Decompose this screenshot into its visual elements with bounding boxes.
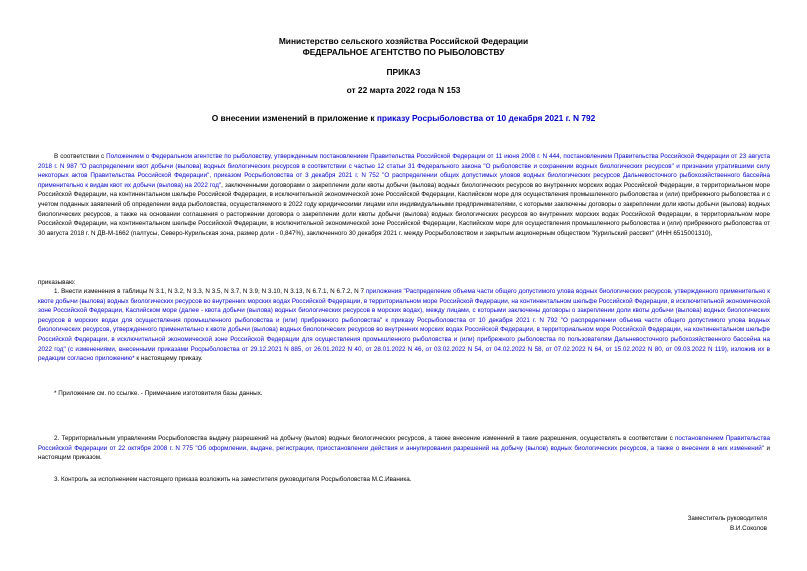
document-type: ПРИКАЗ	[386, 67, 421, 77]
document-date: от 22 марта 2022 года N 153	[346, 85, 461, 95]
ministry-name: Министерство сельского хозяйства Российской Федерации	[278, 36, 529, 46]
signature-title: Заместитель руководителя	[687, 515, 767, 522]
item-2-link[interactable]: постановлением Правительства Российской Федерации от 22 октября 2008 г. N 775 "Об оформлении, выдаче, регистрации, приостановлении действия и аннулировании разрешений на добычу (вылов) водных биологических ресурсов, а также о внесении в них изменений"	[38, 435, 770, 452]
preamble-link[interactable]: Положением о Федеральном агентстве по рыболовству, утвержденным постановлением Правительства Российской Федерации от 11 июня 2008 г. N 444, постановлением Правительства Российской Федерации от 23 августа 2018 г. N 987 "О распределении квот добычи (вылова) водных биологических ресурсов в соответствии с частью 12 статьи 31 Федерального закона "О рыболовстве и сохранении водных биологических ресурсов" и признании утратившими силу некоторых актов Правительства Российской Федерации", приказом Росрыболовства от 3 декабря 2021 г. N 752 "О распределении общих допустимых уловов водных биологических ресурсов Дальневосточного рыбохозяйственного бассейна применительно к видам квот их добычи (вылова) на 2022 год"	[38, 153, 770, 189]
preamble-start: В соответствии с	[54, 153, 107, 160]
subject-prefix: О внесении изменений в приложение к	[211, 113, 377, 123]
document-header	[0, 36, 807, 58]
subject-link[interactable]: приказу Росрыболовства от 10 декабря 2021 г. N 792	[376, 113, 596, 123]
signature-name: В.И.Соколов	[729, 525, 767, 532]
footnote: * Приложение см. по ссылке. - Примечание изготовителя базы данных.	[54, 390, 263, 397]
paragraph-preamble	[38, 152, 770, 238]
item-1-start: 1. Внести изменения в таблицы N 3.1, N 3.2, N 3.3, N 3.5, N 3.7, N 3.9, N 3.10, N 3.13, N 6.7.1, N 6.7.2, N 7	[54, 288, 366, 295]
item-1-end: к настоящему приказу.	[134, 355, 203, 363]
paragraph-item-3: 3. Контроль за исполнением настоящего приказа возложить на заместителя руководителя Росрыболовства М.С.Иваника.	[54, 476, 412, 483]
signature-block	[688, 514, 767, 534]
item-1-link[interactable]: приложения "Распределение объема части общего допустимого улова водных биологических ресурсов, утвержденного применительно к квоте добычи (вылова) водных биологических ресурсов во внутренних морских водах Российской Федерации, в территориальном море Российской Федерации, на континентальном шельфе Российской Федерации, в исключительной экономической зоне Российской Федерации, Каспийском море (далее - квота добычи (вылова) водных биологических ресурсов в морских водах), между лицами, с которыми заключены договоры о закреплении доли квоты добычи (вылова) водных биологических ресурсов в морских водах для осуществления промышленного рыболовства и (или) прибрежного рыболовства" к приказу Росрыболовства от 10 декабря 2021 г. N 792 "О распределении объема части общего допустимого улова водных биологических ресурсов, утвержденного применительно к квоте добычи (вылова) водных биологических ресурсов во внутренних морских водах Российской Федерации, в территориальном море Российской Федерации, на континентальном шельфе Российской Федерации, в исключительной экономической зоне Российской Федерации для осуществления промышленного рыболовства и (или) прибрежного рыболовства по пользователям Дальневосточного рыбохозяйственного бассейна на 2022 год" (с изменениями, внесенными приказами Росрыболовства от 29.12.2021 N 885, от 26.01.2022 N 40, от 28.01.2022 N 46, от 03.02.2022 N 54, от 04.02.2022 N 58, от 07.02.2022 N 64, от 15.02.2022 N 80, от 09.03.2022 N 119), изложив их в редакции согласно приложению*	[38, 288, 770, 363]
preamble-rest: , заключенными договорами о закреплении доли квоты добычи (вылова) водных биологических ресурсов во внутренних морских водах Российской Федерации, в территориальном море Российской Федерации, на континентальном шельфе Российской Федерации, в исключительной экономической зоне Российской Федерации, Каспийском море для осуществления промышленного рыболовства и (или) прибрежного рыболовства и с учетом поданных заявлений об определении вида рыболовства, осуществляемого в 2022 году юридическими лицами или индивидуальными предпринимателями, с которыми заключены договоры о закреплении доли квоты добычи (вылова) водных биологических ресурсов, а также на основании соглашения о расторжении договора о закреплении доли квоты добычи (вылова) водных биологических ресурсов во внутренних морских водах Российской Федерации, в территориальном море Российской Федерации, на континентальном шельфе Российской Федерации, в исключительной экономической зоне Российской Федерации, Каспийском море для осуществления промышленного рыболовства и (или) прибрежного рыболовства от 30 августа 2018 г. N ДВ-М-1662 (палтусы, Северо-Курильская зона, размер доли - 0,847%), заключенного 30 декабря 2021 г. между Росрыболовством и закрытым акционерным обществом "Курильский рассвет" (ИНН 6515001310),	[38, 181, 770, 237]
item-2-end: и настоящим приказом.	[38, 444, 770, 462]
paragraph-order-word: приказываю:	[38, 279, 76, 286]
item-2-start: 2. Территориальным управлениям Росрыболовства выдачу разрешений на добычу (вылов) водных биологических ресурсов, а также внесение изменений в такие разрешения, осуществлять в соответствии с	[54, 435, 675, 442]
paragraph-item-2	[38, 434, 770, 463]
paragraph-item-1	[38, 287, 770, 364]
agency-name: ФЕДЕРАЛЬНОЕ АГЕНТСТВО ПО РЫБОЛОВСТВУ	[302, 47, 505, 57]
document-subject	[0, 113, 807, 123]
